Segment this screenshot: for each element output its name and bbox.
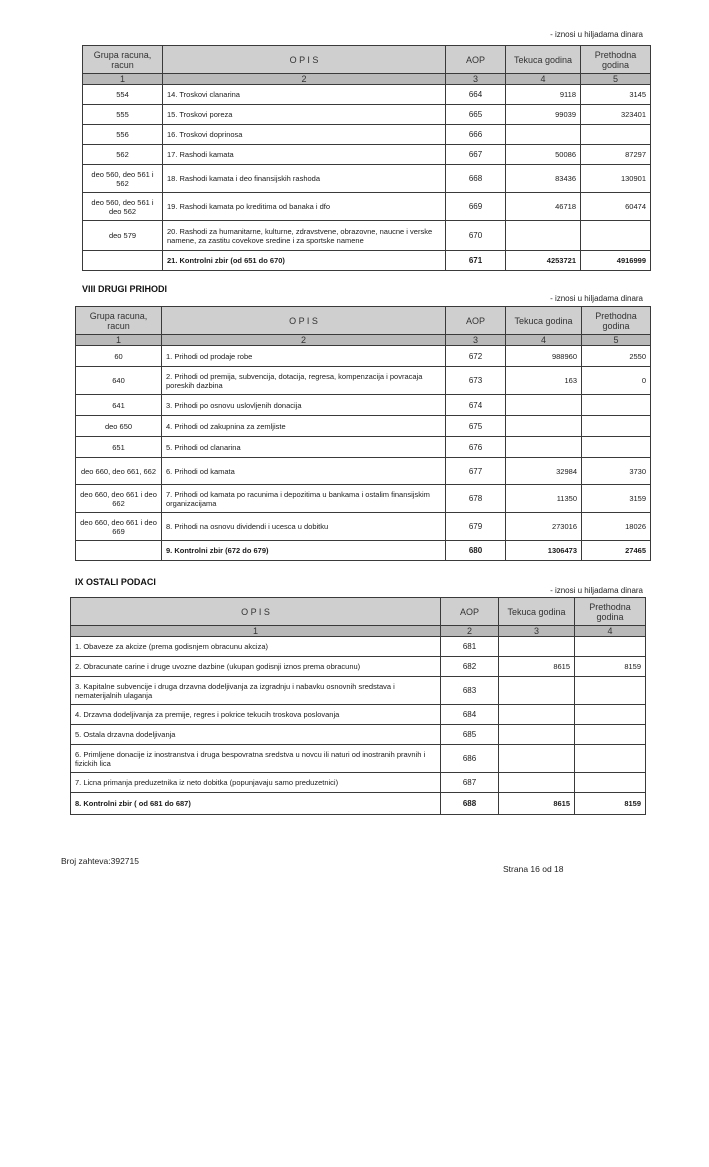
account-group-cell: 641 [76,395,162,416]
unit-note-2: - iznosi u hiljadama dinara [550,294,643,303]
current-year-cell [506,437,582,458]
previous-year-cell: 323401 [581,105,651,125]
table-row [83,193,651,221]
table-row [76,367,651,395]
table-row [83,85,651,105]
current-year-cell: 99039 [506,105,581,125]
description-cell: 6. Prihodi od kamata [162,458,446,485]
description-cell: 1. Prihodi od prodaje robe [162,346,446,367]
colnum: 1 [71,626,441,637]
current-year-cell [499,637,575,657]
table-row [76,395,651,416]
aop-cell: 681 [441,637,499,657]
header-opis: O P I S [162,307,446,335]
description-cell: 9. Kontrolni zbir (672 do 679) [162,541,446,561]
aop-cell: 687 [441,773,499,793]
aop-cell: 675 [446,416,506,437]
description-cell: 5. Prihodi od clanarina [162,437,446,458]
section-title-ostali-podaci: IX OSTALI PODACI [75,577,156,587]
account-group-cell: 554 [83,85,163,105]
header-group: Grupa racuna, racun [76,307,162,335]
current-year-cell: 8615 [499,793,575,815]
aop-cell: 668 [446,165,506,193]
colnum: 1 [76,335,162,346]
previous-year-cell [575,725,646,745]
current-year-cell: 11350 [506,485,582,513]
account-group-cell [83,251,163,271]
aop-cell: 673 [446,367,506,395]
aop-cell: 679 [446,513,506,541]
description-cell: 6. Primljene donacije iz inostranstva i druga bespovratna sredstva u novcu ili naturi od inostranih pravnih i fizickih lica [71,745,441,773]
section-title-drugi-prihodi: VIII DRUGI PRIHODI [82,284,168,294]
current-year-cell [506,125,581,145]
previous-year-cell: 130901 [581,165,651,193]
header-aop: AOP [446,307,506,335]
header-aop: AOP [441,598,499,626]
table-row [76,416,651,437]
colnum: 3 [499,626,575,637]
colnum: 5 [581,74,651,85]
aop-cell: 672 [446,346,506,367]
table-row [71,657,646,677]
current-year-cell: 988960 [506,346,582,367]
description-cell: 2. Obracunate carine i druge uvozne dazbine (ukupan godisnji iznos prema obracunu) [71,657,441,677]
description-cell: 21. Kontrolni zbir (od 651 do 670) [163,251,446,271]
current-year-cell [506,395,582,416]
colnum: 2 [441,626,499,637]
aop-cell: 676 [446,437,506,458]
account-group-cell: 651 [76,437,162,458]
aop-cell: 688 [441,793,499,815]
aop-cell: 667 [446,145,506,165]
aop-cell: 666 [446,125,506,145]
description-cell: 4. Prihodi od zakupnina za zemljiste [162,416,446,437]
unit-note-1: - iznosi u hiljadama dinara [550,30,643,39]
aop-cell: 671 [446,251,506,271]
colnum: 4 [506,74,581,85]
description-cell: 1. Obaveze za akcize (prema godisnjem obracunu akciza) [71,637,441,657]
table-row [71,725,646,745]
aop-cell: 665 [446,105,506,125]
request-number: Broj zahteva:392715 [61,856,139,866]
previous-year-cell: 27465 [582,541,651,561]
table-row [76,513,651,541]
table-row [71,745,646,773]
aop-cell: 686 [441,745,499,773]
account-group-cell: 60 [76,346,162,367]
previous-year-cell [581,221,651,251]
previous-year-cell: 18026 [582,513,651,541]
account-group-cell: 556 [83,125,163,145]
description-cell: 17. Rashodi kamata [163,145,446,165]
previous-year-cell: 8159 [575,657,646,677]
header-current: Tekuca godina [506,307,582,335]
account-group-cell: deo 579 [83,221,163,251]
description-cell: 19. Rashodi kamata po kreditima od banaka i dfo [163,193,446,221]
table-row [76,458,651,485]
header-previous: Prethodna godina [575,598,646,626]
colnum: 2 [162,335,446,346]
previous-year-cell: 0 [582,367,651,395]
header-current: Tekuca godina [506,46,581,74]
colnum: 4 [575,626,646,637]
previous-year-cell [582,416,651,437]
header-opis: O P I S [71,598,441,626]
description-cell: 18. Rashodi kamata i deo finansijskih rashoda [163,165,446,193]
current-year-cell: 9118 [506,85,581,105]
aop-cell: 664 [446,85,506,105]
description-cell: 15. Troskovi poreza [163,105,446,125]
previous-year-cell [575,745,646,773]
unit-note-3: - iznosi u hiljadama dinara [550,586,643,595]
previous-year-cell: 2550 [582,346,651,367]
current-year-cell: 4253721 [506,251,581,271]
colnum: 2 [163,74,446,85]
description-cell: 14. Troskovi clanarina [163,85,446,105]
table-row [83,145,651,165]
description-cell: 4. Drzavna dodeljivanja za premije, regres i pokrice tekucih troskova poslovanja [71,705,441,725]
page-number: Strana 16 od 18 [503,864,564,874]
previous-year-cell: 3145 [581,85,651,105]
current-year-cell: 163 [506,367,582,395]
description-cell: 3. Kapitalne subvencije i druga drzavna dodeljivanja za izgradnju i nabavku osnovnih sredstava i nematerijalnih ulaganja [71,677,441,705]
previous-year-cell: 8159 [575,793,646,815]
account-group-cell: deo 560, deo 561 i deo 562 [83,193,163,221]
account-group-cell: deo 660, deo 661 i deo 669 [76,513,162,541]
table-row [83,105,651,125]
table-row [71,793,646,815]
header-aop: AOP [446,46,506,74]
aop-cell: 682 [441,657,499,677]
description-cell: 8. Prihodi na osnovu dividendi i ucesca u dobitku [162,513,446,541]
table-row [83,125,651,145]
aop-cell: 684 [441,705,499,725]
table-row [71,773,646,793]
account-group-cell: deo 660, deo 661, 662 [76,458,162,485]
table-row [76,485,651,513]
current-year-cell: 46718 [506,193,581,221]
description-cell: 3. Prihodi po osnovu uslovljenih donacija [162,395,446,416]
table-row [76,541,651,561]
aop-cell: 669 [446,193,506,221]
colnum: 4 [506,335,582,346]
previous-year-cell: 60474 [581,193,651,221]
expenses-table [82,45,651,271]
header-previous: Prethodna godina [581,46,651,74]
aop-cell: 683 [441,677,499,705]
account-group-cell: deo 660, deo 661 i deo 662 [76,485,162,513]
account-group-cell: 640 [76,367,162,395]
previous-year-cell: 3159 [582,485,651,513]
table-row [83,251,651,271]
aop-cell: 677 [446,458,506,485]
colnum: 3 [446,335,506,346]
previous-year-cell: 87297 [581,145,651,165]
account-group-cell: deo 560, deo 561 i 562 [83,165,163,193]
current-year-cell [506,416,582,437]
colnum: 5 [582,335,651,346]
aop-cell: 680 [446,541,506,561]
aop-cell: 674 [446,395,506,416]
description-cell: 7. Licna primanja preduzetnika iz neto dobitka (popunjavaju samo preduzetnici) [71,773,441,793]
previous-year-cell [575,773,646,793]
colnum: 1 [83,74,163,85]
current-year-cell [499,677,575,705]
account-group-cell: deo 650 [76,416,162,437]
description-cell: 20. Rashodi za humanitarne, kulturne, zdravstvene, obrazovne, naucne i verske namene, za zastitu covekove sredine i za sportske namene [163,221,446,251]
description-cell: 2. Prihodi od premija, subvencija, dotacija, regresa, kompenzacija i povracaja poreskih dazbina [162,367,446,395]
header-opis: O P I S [163,46,446,74]
table-row [83,165,651,193]
previous-year-cell: 3730 [582,458,651,485]
current-year-cell [499,705,575,725]
header-current: Tekuca godina [499,598,575,626]
table-row [76,346,651,367]
description-cell: 5. Ostala drzavna dodeljivanja [71,725,441,745]
current-year-cell [499,725,575,745]
other-data-table [70,597,646,815]
account-group-cell [76,541,162,561]
aop-cell: 670 [446,221,506,251]
table-row [83,221,651,251]
table-row [71,705,646,725]
previous-year-cell [575,637,646,657]
current-year-cell: 273016 [506,513,582,541]
previous-year-cell: 4916999 [581,251,651,271]
description-cell: 16. Troskovi doprinosa [163,125,446,145]
current-year-cell: 50086 [506,145,581,165]
previous-year-cell [581,125,651,145]
aop-cell: 685 [441,725,499,745]
table-row [71,637,646,657]
account-group-cell: 562 [83,145,163,165]
other-income-table [75,306,651,561]
previous-year-cell [575,677,646,705]
previous-year-cell [582,395,651,416]
description-cell: 8. Kontrolni zbir ( od 681 do 687) [71,793,441,815]
current-year-cell: 83436 [506,165,581,193]
current-year-cell: 1306473 [506,541,582,561]
table-row [76,437,651,458]
table-row [71,677,646,705]
current-year-cell: 32984 [506,458,582,485]
header-group: Grupa racuna, racun [83,46,163,74]
current-year-cell [499,773,575,793]
account-group-cell: 555 [83,105,163,125]
previous-year-cell [582,437,651,458]
aop-cell: 678 [446,485,506,513]
description-cell: 7. Prihodi od kamata po racunima i depozitima u bankama i ostalim finansijskim organizacijama [162,485,446,513]
current-year-cell: 8615 [499,657,575,677]
header-previous: Prethodna godina [582,307,651,335]
previous-year-cell [575,705,646,725]
colnum: 3 [446,74,506,85]
current-year-cell [506,221,581,251]
current-year-cell [499,745,575,773]
